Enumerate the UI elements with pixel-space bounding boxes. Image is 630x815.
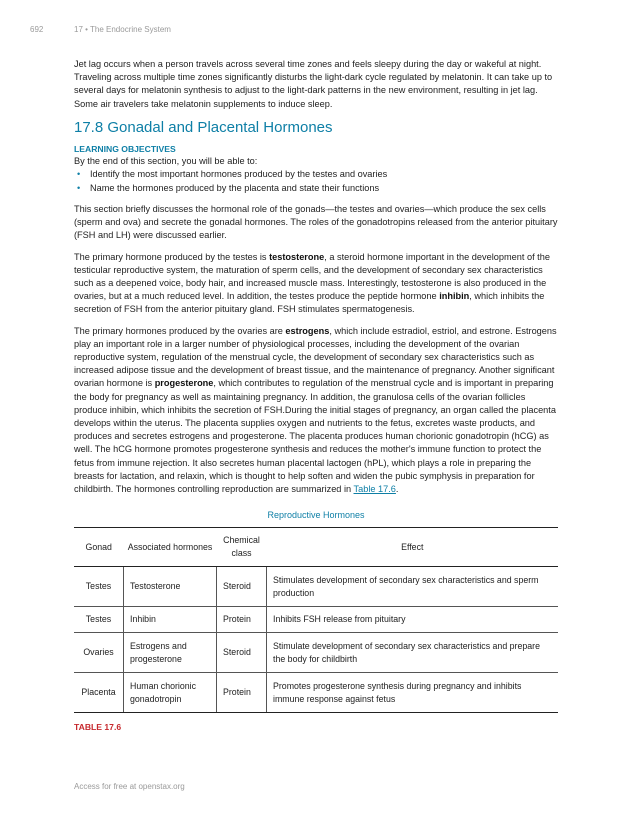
list-item: • Identify the most important hormones produced by the testes and ovaries — [90, 168, 558, 182]
table-cell: Steroid — [217, 633, 267, 673]
term-progesterone: progesterone — [154, 378, 214, 389]
reproductive-hormones-table — [74, 527, 558, 713]
term-inhibin: inhibin — [439, 291, 470, 302]
list-item: • Name the hormones produced by the placenta and state their functions — [90, 182, 558, 196]
intro-paragraph: Jet lag occurs when a person travels across several time zones and feels sleepy during the day or wakeful at night. Traveling across multiple time zones significantly disturbs the light-dark cycle regulated by melatonin. It can take up to several days for melatonin synthesis to adjust to the light-dark patterns in the new environment, resulting in jet lag. Some air travelers take melatonin supplements to induce sleep. — [74, 59, 553, 109]
table-cell: Inhibits FSH release from pituitary — [267, 607, 559, 633]
table-label: TABLE 17.6 — [74, 722, 122, 733]
table-row — [74, 607, 558, 633]
table-cell: Testes — [74, 567, 124, 607]
table-cell: Placenta — [74, 673, 124, 713]
learning-objectives-intro: By the end of this section, you will be able to: — [74, 155, 258, 166]
page-content — [74, 58, 558, 732]
column-header: Gonad — [74, 528, 124, 567]
table-reference-link[interactable]: Table 17.6 — [353, 484, 396, 495]
section-title: 17.8 Gonadal and Placental Hormones — [74, 118, 333, 136]
table-cell: Testes — [74, 607, 124, 633]
chapter-title: 17 • The Endocrine System — [74, 25, 171, 34]
table-row — [74, 633, 558, 673]
term-testosterone: testosterone — [269, 251, 325, 262]
table-cell: Protein — [217, 673, 267, 713]
table-cell: Ovaries — [74, 633, 124, 673]
table-header-row — [74, 528, 558, 567]
learning-objectives-title: LEARNING OBJECTIVES — [74, 143, 176, 154]
page-footer: Access for free at openstax.org — [74, 782, 185, 791]
table-cell: Stimulate development of secondary sex characteristics and prepare the body for childbirth — [267, 633, 559, 673]
paragraph-gonads: This section briefly discusses the hormonal role of the gonads—the testes and ovaries—which produce the sex cells (sperm and ova) and secrete the gonadal hormones. The roles of the gonadotropins released from the anterior pituitary (FSH and LH) were discussed earlier. — [74, 204, 558, 241]
table-row — [74, 567, 558, 607]
bullet-icon: • — [77, 169, 81, 180]
paragraph-testes: The primary hormone produced by the testes is testosterone, a steroid hormone important in the development of the testicular reproductive system, the maturation of sperm cells, and the development of secondary sex characteristics such as a deepened voice, body hair, and increased muscle mass. Interestingly, testosterone is also produced in the ovaries, but at a much reduced level. In addition, the testes produce the peptide hormone inhibin, which inhibits the secretion of FSH from the anterior pituitary gland. FSH stimulates spermatogenesis. — [74, 251, 550, 315]
column-header: Chemical class — [217, 528, 267, 567]
table-cell: Estrogens and progesterone — [124, 633, 217, 673]
bullet-icon: • — [77, 182, 81, 193]
page-number: 692 — [30, 25, 44, 34]
term-estrogens: estrogens — [285, 325, 330, 336]
table-title: Reproductive Hormones — [267, 510, 365, 521]
table-cell: Testosterone — [124, 567, 217, 607]
table-cell: Stimulates development of secondary sex characteristics and sperm production — [267, 567, 559, 607]
table-cell: Promotes progesterone synthesis during pregnancy and inhibits immune response against fetus — [267, 673, 559, 713]
table-cell: Human chorionic gonadotropin — [124, 673, 217, 713]
learning-objectives-list — [74, 168, 558, 195]
table-cell: Protein — [217, 607, 267, 633]
paragraph-ovaries: The primary hormones produced by the ovaries are estrogens, which include estradiol, estriol, and estrone. Estrogens play an important role in a larger number of physiological processes, including the development of the ovarian reproductive system, regulation of the menstrual cycle, the development of secondary sex characteristics such as increased adipose tissue and the development of breast tissue, and the maintenance of pregnancy. Another significant ovarian hormone is progesterone, which contributes to regulation of the menstrual cycle and is important in preparing the body for pregnancy as well as maintaining pregnancy. In addition, the granulosa cells of the ovarian follicles produce inhibin, which inhibits the secretion of FSH.During the initial stages of pregnancy, an organ called the placenta develops within the uterus. The placenta supplies oxygen and nutrients to the fetus, excretes waste products, and produces and secretes estrogens and progesterone. The placenta produces human chorionic gonadotropin (hCG) as well. The hCG hormone promotes progesterone synthesis and reduces the mother's immune function to protect the fetus from immune rejection. It also secretes human placental lactogen (hPL), which plays a role in preparing the breasts for lactation, and relaxin, which is thought to help soften and widen the pubic symphysis in preparation for childbirth. The hormones controlling reproduction are summarized in Table 17.6. — [74, 325, 557, 495]
column-header: Effect — [267, 528, 559, 567]
column-header: Associated hormones — [124, 528, 217, 567]
table-cell: Inhibin — [124, 607, 217, 633]
table-row — [74, 673, 558, 713]
table-cell: Steroid — [217, 567, 267, 607]
